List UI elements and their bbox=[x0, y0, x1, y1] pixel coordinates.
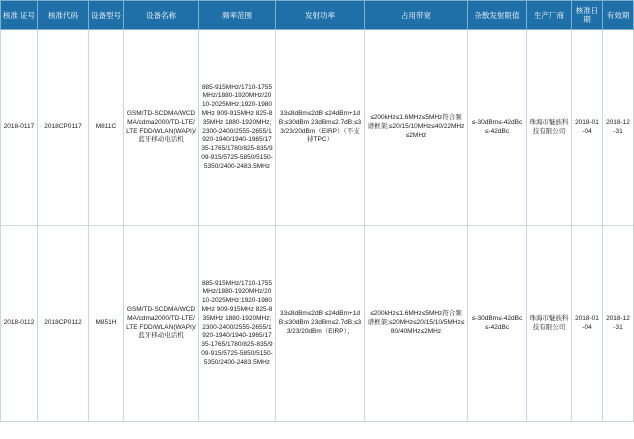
cell-cert-no: 2018-0117 bbox=[1, 30, 38, 226]
column-header-approve-date: 核准日期 bbox=[572, 1, 603, 30]
column-header-manufacturer: 生产厂商 bbox=[527, 1, 572, 30]
column-header-bandwidth: 占用带宽 bbox=[365, 1, 468, 30]
column-header-tx-power: 发射功率 bbox=[276, 1, 365, 30]
cell-valid-until: 2018-12-31 bbox=[603, 30, 634, 226]
cell-device-name: GSM/TD-SCDMA/WCDMA/cdma2000/TD-LTE/LTE FDD/WLAN(WAPI)/蓝牙移动电话机 bbox=[124, 226, 199, 422]
column-header-cert-no: 核准 证号 bbox=[1, 1, 38, 30]
cell-cert-code: 2018CP0112 bbox=[38, 226, 89, 422]
column-header-model: 设备型号 bbox=[89, 1, 124, 30]
cell-cert-no: 2018-0112 bbox=[1, 226, 38, 422]
cell-manufacturer: 珠海市魅族科技有限公司 bbox=[527, 226, 572, 422]
column-header-valid-until: 有效期 bbox=[603, 1, 634, 30]
cell-freq-range: 885-915MHz/1710-1755MHz/1880-1920MHz/2010-2025MHz;1920-1980MHz 909-915MHz 825-835MHz 1880-1920MHz;2300-2400/2555-2655/1920-1940/1940-1965/1735-1765/1780/825-835/909-915/5725-5850/5150-5350/2400-2483.5MHz bbox=[199, 30, 276, 226]
cell-spurious: ≤-30dBm≤-42dBc≤-42dBc bbox=[468, 226, 527, 422]
cell-spurious: ≤-30dBm≤-42dBc≤-42dBc bbox=[468, 30, 527, 226]
table-row bbox=[1, 30, 634, 226]
cell-freq-range: 885-915MHz/1710-1755MHz/1880-1920MHz/2010-2025MHz;1920-1980MHz 909-915MHz 825-835MHz 1880-1920MHz;2300-2400/2555-2655/1920-1940/1940-1965/1735-1765/1780/825-835/909-915/5725-5850/5150-5350/2400-2483.5MHz bbox=[199, 226, 276, 422]
cell-cert-code: 2018CP0117 bbox=[38, 30, 89, 226]
cell-valid-until: 2018-12-31 bbox=[603, 226, 634, 422]
column-header-device-name: 设备名称 bbox=[124, 1, 199, 30]
table-row bbox=[1, 226, 634, 422]
cell-bandwidth: ≤200kHz≤1.6MHz≤5MHz符合频谱框架;≤20MHz≤20/15/10/5MHz≤80/40MHz≤2MHz bbox=[365, 226, 468, 422]
table-header bbox=[1, 1, 634, 30]
cell-bandwidth: ≤200kHz≤1.6MHz≤5MHz符合频谱框架;≤20/15/10MHz≤40/22MHz≤2MHz bbox=[365, 30, 468, 226]
table-body bbox=[1, 30, 634, 422]
column-header-cert-code: 核准代码 bbox=[38, 1, 89, 30]
column-header-freq-range: 频率范围 bbox=[199, 1, 276, 30]
cell-tx-power: 33≤8dBm≤2dB ≤24dBm+1dB;≤30dBm 23dBm≤2.7dB;≤33/23/20dBm（EIRP）； bbox=[276, 226, 365, 422]
cell-model: M811C bbox=[89, 30, 124, 226]
cell-manufacturer: 珠海市魅族科技有限公司 bbox=[527, 30, 572, 226]
cell-approve-date: 2018-01-04 bbox=[572, 226, 603, 422]
cell-model: M851H bbox=[89, 226, 124, 422]
column-header-spurious: 杂散发射限值 bbox=[468, 1, 527, 30]
table-header-row bbox=[1, 1, 634, 30]
cell-approve-date: 2018-01-04 bbox=[572, 30, 603, 226]
cell-tx-power: 33≤8dBm≤2dB ≤24dBm+1dB;≤30dBm 23dBm≤2.7dB;≤33/23/20dBm（EIRP）（不支持TPC） bbox=[276, 30, 365, 226]
cell-device-name: GSM/TD-SCDMA/WCDMA/cdma2000/TD-LTE/LTE FDD/WLAN(WAPI)/蓝牙移动电话机 bbox=[124, 30, 199, 226]
